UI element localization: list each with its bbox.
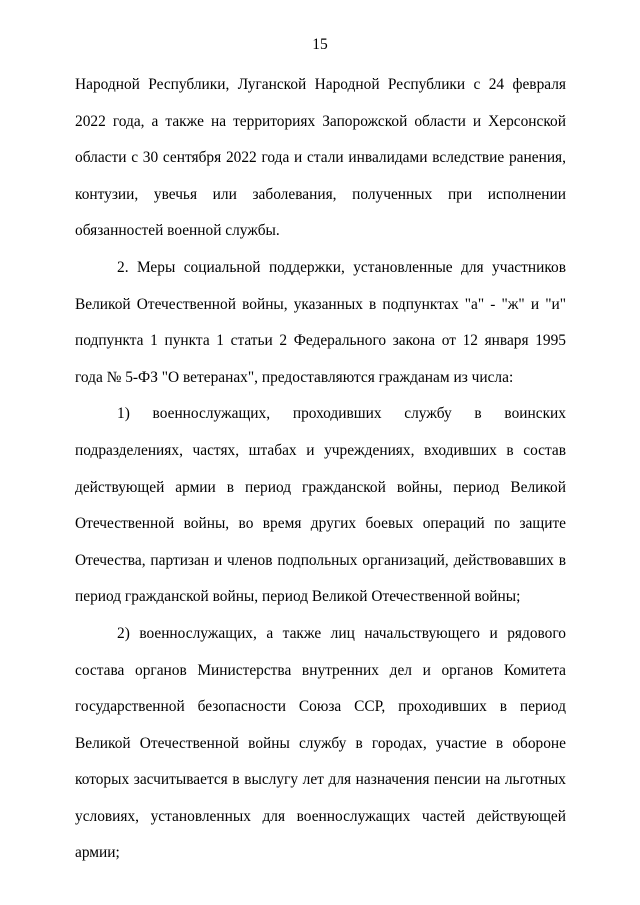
paragraph-continuation: Народной Республики, Луганской Народной Республики с 24 февраля 2022 года, а также на территориях Запорожской области и Херсонской области с 30 сентября 2022 года и стали инвалидами вследствие ранения, контузии, увечья или заболевания, полученных при исполнении обязанностей военной службы. — [75, 76, 566, 240]
paragraph-item-2: 2. Меры социальной поддержки, установленные для участников Великой Отечественной войны, указанных в подпунктах "а" - "ж" и "и" подпункта 1 пункта 1 статьи 2 Федерального закона от 12 января 1995 года № 5-ФЗ "О ветеранах", предоставляются гражданам из числа: — [75, 258, 566, 386]
paragraph-subitem-2: 2) военнослужащих, а также лиц начальствующего и рядового состава органов Министерства внутренних дел и органов Комитета государственной безопасности Союза ССР, проходивших в период Великой Отечественной войны службу в городах, участие в обороне которых засчитывается в выслугу лет для назначения пенсии на льготных условиях, установленных для военнослужащих частей действующей армии; — [75, 624, 566, 862]
paragraph-subitem-1: 1) военнослужащих, проходивших службу в воинских подразделениях, частях, штабах и учреждениях, входивших в состав действующей армии в период гражданской войны, период Великой Отечественной войны, во время других боевых операций по защите Отечества, партизан и членов подпольных организаций, действовавших в период гражданской войны, период Великой Отечественной войны; — [75, 405, 566, 606]
document-body — [75, 67, 566, 872]
page-number: 15 — [312, 36, 328, 53]
